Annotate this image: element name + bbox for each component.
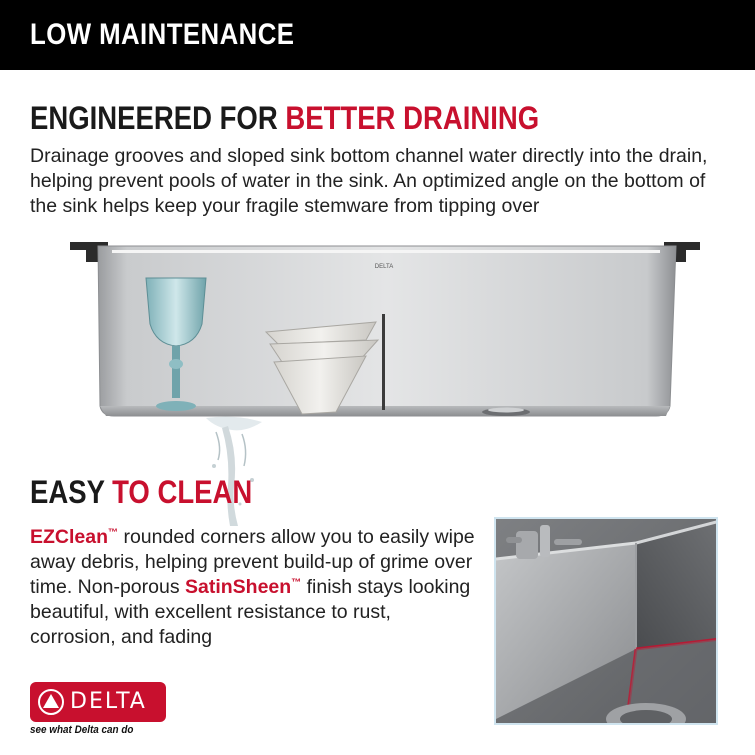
logo-tagline: see what Delta can do (30, 724, 134, 736)
satinsheen-tm: ™ (291, 577, 302, 589)
clean-heading-part1: EASY (30, 474, 105, 510)
clean-description (30, 525, 475, 650)
draining-heading-accent: BETTER DRAINING (285, 100, 540, 136)
satinsheen-name: SatinSheen (184, 576, 292, 598)
logo-wordmark: DELTA (70, 689, 147, 714)
clean-heading (30, 474, 252, 511)
draining-heading-part1: ENGINEERED FOR (30, 100, 278, 136)
ezclean-name: EZClean (30, 526, 109, 548)
corner-detail-image (494, 517, 718, 725)
delta-logo (30, 682, 166, 722)
ezclean-tm: ™ (108, 527, 119, 539)
draining-heading (30, 100, 539, 137)
clean-text-1: rounded corners allow you to easily wipe away debris, helping prevent build-up of grime over time. Non-porous (30, 526, 475, 598)
satinsheen-brand (185, 576, 301, 598)
clean-text-2: finish stays looking beautiful, with excellent resistance to rust, corrosion, and fading (30, 576, 471, 648)
sink-brand-mark: DELTA (374, 264, 394, 270)
top-banner (0, 0, 755, 70)
draining-description: Drainage grooves and sloped sink bottom channel water directly into the drain, helping prevent pools of water in the sink. An optimized angle on the bottom of the sink helps keep your fragile stemware from tipping over (30, 145, 708, 217)
delta-triangle-icon (38, 689, 64, 715)
ezclean-brand (30, 526, 118, 548)
clean-heading-accent: TO CLEAN (112, 474, 253, 510)
banner-title: LOW MAINTENANCE (30, 18, 295, 51)
